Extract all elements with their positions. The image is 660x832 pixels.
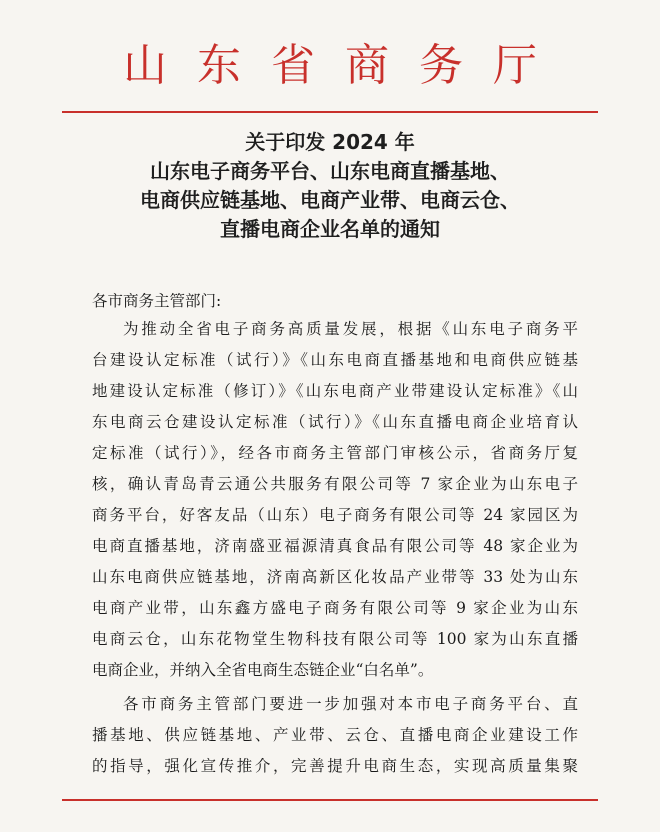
agency-header: 山东省商务厅 [123, 40, 567, 91]
text-line: 电商直播基地，济南盛亚福源清真食品有限公司等 48 家企业为 [92, 537, 578, 555]
body-paragraph-1 [92, 314, 578, 686]
text-line: 商务平台，好客友品（山东）电子商务有限公司等 24 家园区为 [92, 506, 578, 524]
text-line: 定标准（试行）》，经各市商务主管部门审核公示，省商务厅复 [92, 444, 578, 462]
text-line: 山东电商供应链基地，济南高新区化妆品产业带等 33 处为山东 [92, 568, 578, 586]
text-line: 台建设认定标准（试行）》《山东电商直播基地和电商供应链基 [92, 351, 578, 369]
text-line: 电商产业带，山东鑫方盛电子商务有限公司等 9 家企业为山东 [92, 599, 578, 617]
text-line: 电商企业，并纳入全省电商生态链企业“白名单”。 [92, 661, 434, 679]
salutation: 各市商务主管部门: [92, 292, 222, 310]
document-title [40, 128, 620, 244]
text-line: 各市商务主管部门要进一步加强对本市电子商务平台、直 [123, 695, 578, 713]
text-line: 的指导，强化宣传推介，完善提升电商生态，实现高质量集聚 [92, 757, 578, 775]
text-line: 播基地、供应链基地、产业带、云仓、直播电商企业建设工作 [92, 726, 578, 744]
red-divider-top [62, 111, 598, 113]
body-paragraph-2 [92, 689, 578, 782]
title-line: 直播电商企业名单的通知 [220, 217, 440, 241]
red-divider-bottom [62, 799, 598, 801]
title-line: 山东电子商务平台、山东电商直播基地、 [150, 159, 510, 183]
text-line: 为推动全省电子商务高质量发展，根据《山东电子商务平 [123, 320, 578, 338]
text-line: 地建设认定标准（修订）》《山东电商产业带建设认定标准》《山 [92, 382, 578, 400]
title-line: 电商供应链基地、电商产业带、电商云仓、 [140, 188, 520, 212]
title-line: 关于印发 2024 年 [245, 130, 415, 154]
text-line: 电商云仓，山东花物堂生物科技有限公司等 100 家为山东直播 [92, 630, 578, 648]
text-line: 东电商云仓建设认定标准（试行）》《山东直播电商企业培育认 [92, 413, 578, 431]
text-line: 核，确认青岛青云通公共服务有限公司等 7 家企业为山东电子 [92, 475, 578, 493]
